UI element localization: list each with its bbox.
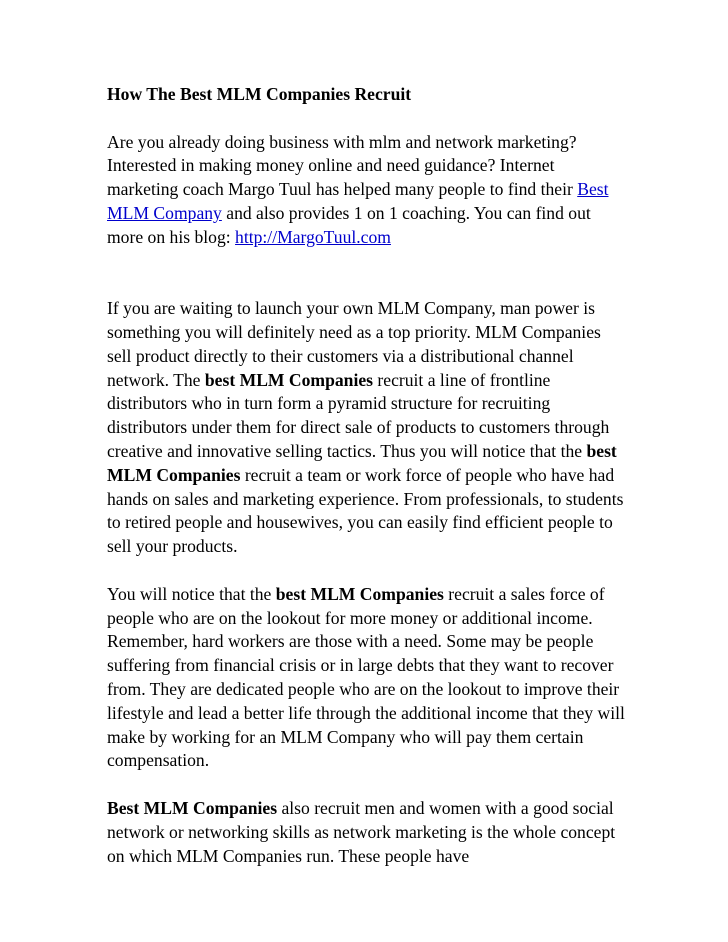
launch-bold-1: best MLM Companies (204, 369, 374, 390)
sales-text-1: You will notice that the (107, 583, 276, 604)
paragraph-networking (107, 797, 627, 868)
intro-text-2: and also provides 1 on 1 coaching. You can find out more on his blog: (107, 202, 591, 247)
launch-text-1: If you are waiting to launch your own MLM Company, man power is something you will definitely need as a top priority. MLM Companies sell product directly to their customers via a distributional channel network. The (107, 298, 601, 390)
document-page (107, 83, 627, 868)
best-mlm-company-link[interactable]: Best MLM Company (107, 179, 609, 223)
blog-link[interactable]: http://MargoTuul.com (235, 226, 391, 247)
document-title: How The Best MLM Companies Recruit (107, 84, 412, 104)
paragraph-launch (107, 297, 627, 559)
intro-text-1: Are you already doing business with mlm and network marketing? Interested in making money online and need guidance? Internet marketing coach Margo Tuul has helped many people to find their (107, 131, 578, 200)
paragraph-sales-force (107, 583, 627, 773)
sales-text-2: recruit a sales force of people who are on the lookout for more money or additional income. Remember, hard workers are those with a need. Some may be people suffering from financial crisis or in large debts that they want to recover from. They are dedicated people who are on the lookout to improve their lifestyle and lead a better life through the additional income that they will make by working for an MLM Company who will pay them certain compensation. (107, 583, 625, 771)
launch-text-3: recruit a team or work force of people who have had hands on sales and marketing experience. From professionals, to students to retired people and housewives, you can easily find efficient people to sell your products. (107, 464, 624, 557)
launch-bold-2: best MLM Companies (107, 440, 617, 485)
sales-bold-1: best MLM Companies (275, 583, 444, 604)
networking-text-1: also recruit men and women with a good social network or networking skills as network marketing is the whole concept on which MLM Companies run. These people have (107, 797, 616, 866)
networking-bold-1: Best MLM Companies (107, 797, 278, 818)
intro-paragraph (107, 131, 627, 250)
launch-text-2: recruit a line of frontline distributors who in turn form a pyramid structure for recruiting distributors under them for direct sale of products to customers through creative and innovative selling tactics. Thus you will notice that the (107, 369, 610, 461)
